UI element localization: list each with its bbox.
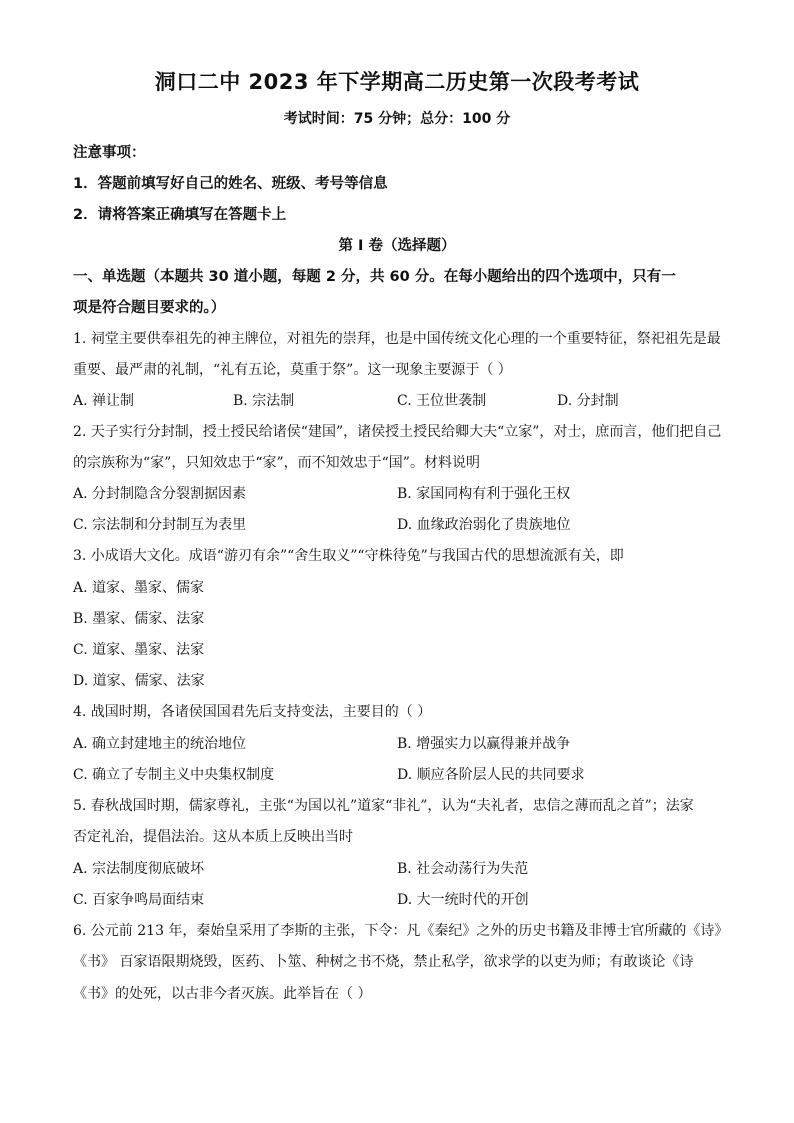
section-instruction: 项是符合题目要求的。） <box>73 300 226 316</box>
notice-item: 1．答题前填写好自己的姓名、班级、考号等信息 <box>73 176 388 192</box>
question-text: 2. 天子实行分封制，授土授民给诸侯“建国”，诸侯授土授民给卿大夫“立家”，对士，庶而言，他们把自己 <box>73 424 722 440</box>
exam-title: 洞口二中 2023 年下学期高二历史第一次段考考试 <box>154 70 640 94</box>
option-d: D. 顺应各阶层人民的共同要求 <box>397 767 585 783</box>
question-text: 《书》的处死，以古非今者灭族。此举旨在（ ） <box>73 986 372 1002</box>
question-text: 否定礼治，提倡法治。这从本质上反映出当时 <box>73 829 353 845</box>
option-a: A. 宗法制度彻底破坏 <box>73 861 205 877</box>
question-text: 《书》 百家语限期烧毁，医药、卜筮、种树之书不烧，禁止私学，欲求学的以吏为师；有敢谈论《诗 <box>73 954 694 970</box>
notice-heading: 注意事项： <box>73 145 146 161</box>
section-instruction: 一、单选题（本题共 30 道小题，每题 2 分，共 60 分。在每小题给出的四个选项中，只有一 <box>73 269 676 285</box>
option-a: A. 道家、墨家、儒家 <box>73 580 205 596</box>
option-d: D. 大一统时代的开创 <box>397 892 529 908</box>
option-c: C. 确立了专制主义中央集权制度 <box>73 767 275 783</box>
option-b: B. 墨家、儒家、法家 <box>73 611 205 627</box>
option-a: A. 确立封建地主的统治地位 <box>73 736 247 752</box>
question-text: 6. 公元前 213 年，秦始皇采用了李斯的主张，下令：凡《秦纪》之外的历史书籍及非博士官所藏的《诗》 <box>73 923 729 939</box>
option-a: A. 分封制隐含分裂割据因素 <box>73 486 247 502</box>
question-text: 4. 战国时期，各诸侯国国君先后支持变法，主要目的（ ） <box>73 704 432 720</box>
option-a: A. 禅让制 <box>73 393 135 409</box>
option-c: C. 百家争鸣局面结束 <box>73 892 205 908</box>
option-d: D. 血缘政治弱化了贵族地位 <box>397 517 571 533</box>
exam-time-score: 考试时间：75 分钟；总分：100 分 <box>283 111 511 127</box>
option-b: B. 宗法制 <box>233 393 295 409</box>
question-text: 重要、最严肃的礼制，“礼有五论，莫重于祭”。这一现象主要源于（ ） <box>73 362 512 378</box>
option-c: C. 王位世袭制 <box>397 393 487 409</box>
notice-item: 2．请将答案正确填写在答题卡上 <box>73 207 287 223</box>
option-b: B. 家国同构有利于强化王权 <box>397 486 571 502</box>
question-text: 的宗族称为“家”，只知效忠于“家”，而不知效忠于“国”。材料说明 <box>73 455 480 471</box>
question-text: 1. 祠堂主要供奉祖先的神主牌位，对祖先的崇拜，也是中国传统文化心理的一个重要特征，祭祀祖先是最 <box>73 331 721 347</box>
option-c: C. 道家、墨家、法家 <box>73 642 205 658</box>
section-title: 第 I 卷（选择题） <box>338 238 456 254</box>
option-d: D. 道家、儒家、法家 <box>73 673 205 689</box>
question-text: 3. 小成语大文化。成语“游刃有余”“舍生取义”“守株待兔”与我国古代的思想流派有关，即 <box>73 548 624 564</box>
option-b: B. 增强实力以赢得兼并战争 <box>397 736 571 752</box>
question-text: 5. 春秋战国时期，儒家尊礼，主张“为国以礼”道家“非礼”，认为“夫礼者，忠信之薄而乱之首”；法家 <box>73 798 694 814</box>
option-d: D. 分封制 <box>557 393 619 409</box>
option-c: C. 宗法制和分封制互为表里 <box>73 517 247 533</box>
option-b: B. 社会动荡行为失范 <box>397 861 529 877</box>
